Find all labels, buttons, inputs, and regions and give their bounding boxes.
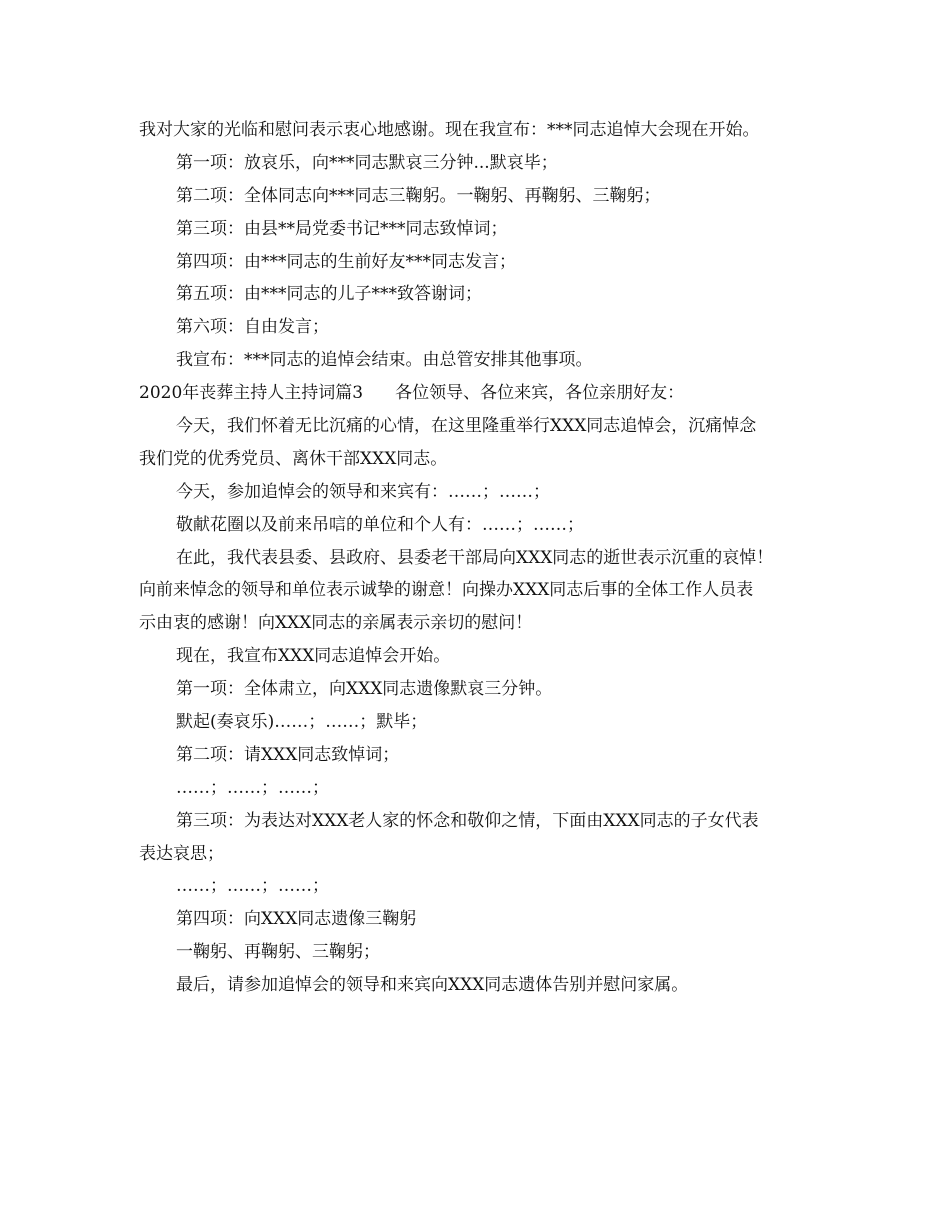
agenda-item-2: 第二项：请XXX同志致悼词； bbox=[176, 744, 400, 765]
agenda-item-4: 第四项：由***同志的生前好友***同志发言； bbox=[176, 251, 516, 272]
agenda-item-3: 第三项：由县**局党委书记***同志致悼词； bbox=[176, 218, 508, 239]
agenda-item-5: 第五项：由***同志的儿子***致答谢词； bbox=[176, 284, 482, 305]
document-body bbox=[139, 114, 819, 1002]
paragraph-line: 今天，我们怀着无比沉痛的心情，在这里隆重举行XXX同志追悼会，沉痛悼念 bbox=[176, 416, 757, 437]
closing-line: 最后，请参加追悼会的领导和来宾向XXX同志遗体告别并慰问家属。 bbox=[176, 975, 689, 996]
paragraph-line: 示由衷的感谢！向XXX同志的亲属表示亲切的慰问！ bbox=[139, 613, 533, 634]
ellipsis-line: ……；……；……； bbox=[176, 876, 329, 897]
agenda-item-1: 第一项：全体肃立，向XXX同志遗像默哀三分钟。 bbox=[176, 679, 553, 700]
paragraph-line: 在此，我代表县委、县政府、县委老干部局向XXX同志的逝世表示沉重的哀悼！ bbox=[176, 547, 774, 568]
ellipsis-line: ……；……；……； bbox=[176, 777, 329, 798]
section-heading: 2020年丧葬主持人主持词篇3 bbox=[139, 383, 364, 404]
closing-announcement: 我宣布：***同志的追悼会结束。由总管安排其他事项。 bbox=[176, 350, 593, 371]
paragraph-line: 现在，我宣布XXX同志追悼会开始。 bbox=[176, 646, 451, 667]
agenda-item-6: 第六项：自由发言； bbox=[176, 317, 329, 338]
section-salutation: 各位领导、各位来宾，各位亲朋好友： bbox=[395, 383, 685, 404]
agenda-item-2: 第二项：全体同志向***同志三鞠躬。一鞠躬、再鞠躬、三鞠躬； bbox=[176, 185, 661, 206]
paragraph-line: 我对大家的光临和慰问表示衷心地感谢。现在我宣布：***同志追悼大会现在开始。 bbox=[139, 120, 760, 140]
paragraph-line: 向前来悼念的领导和单位表示诚挚的谢意！向操办XXX同志后事的全体工作人员表 bbox=[139, 580, 754, 601]
paragraph-line: 默起(奏哀乐)……；……；默毕； bbox=[176, 712, 428, 733]
agenda-item-1: 第一项：放哀乐，向***同志默哀三分钟...默哀毕； bbox=[176, 152, 558, 173]
paragraph-line: 敬献花圈以及前来吊唁的单位和个人有：……；……； bbox=[176, 514, 584, 535]
agenda-item-4: 第四项：向XXX同志遗像三鞠躬 bbox=[176, 909, 417, 930]
section-heading-line bbox=[139, 377, 819, 410]
paragraph-line: 一鞠躬、再鞠躬、三鞠躬； bbox=[176, 942, 380, 963]
paragraph-line: 我们党的优秀党员、离休干部XXX同志。 bbox=[139, 448, 448, 469]
paragraph-line: 表达哀思； bbox=[139, 843, 224, 864]
paragraph-line: 今天，参加追悼会的领导和来宾有：……；……； bbox=[176, 481, 550, 502]
agenda-item-3: 第三项：为表达对XXX老人家的怀念和敬仰之情，下面由XXX同志的子女代表 bbox=[176, 810, 759, 831]
